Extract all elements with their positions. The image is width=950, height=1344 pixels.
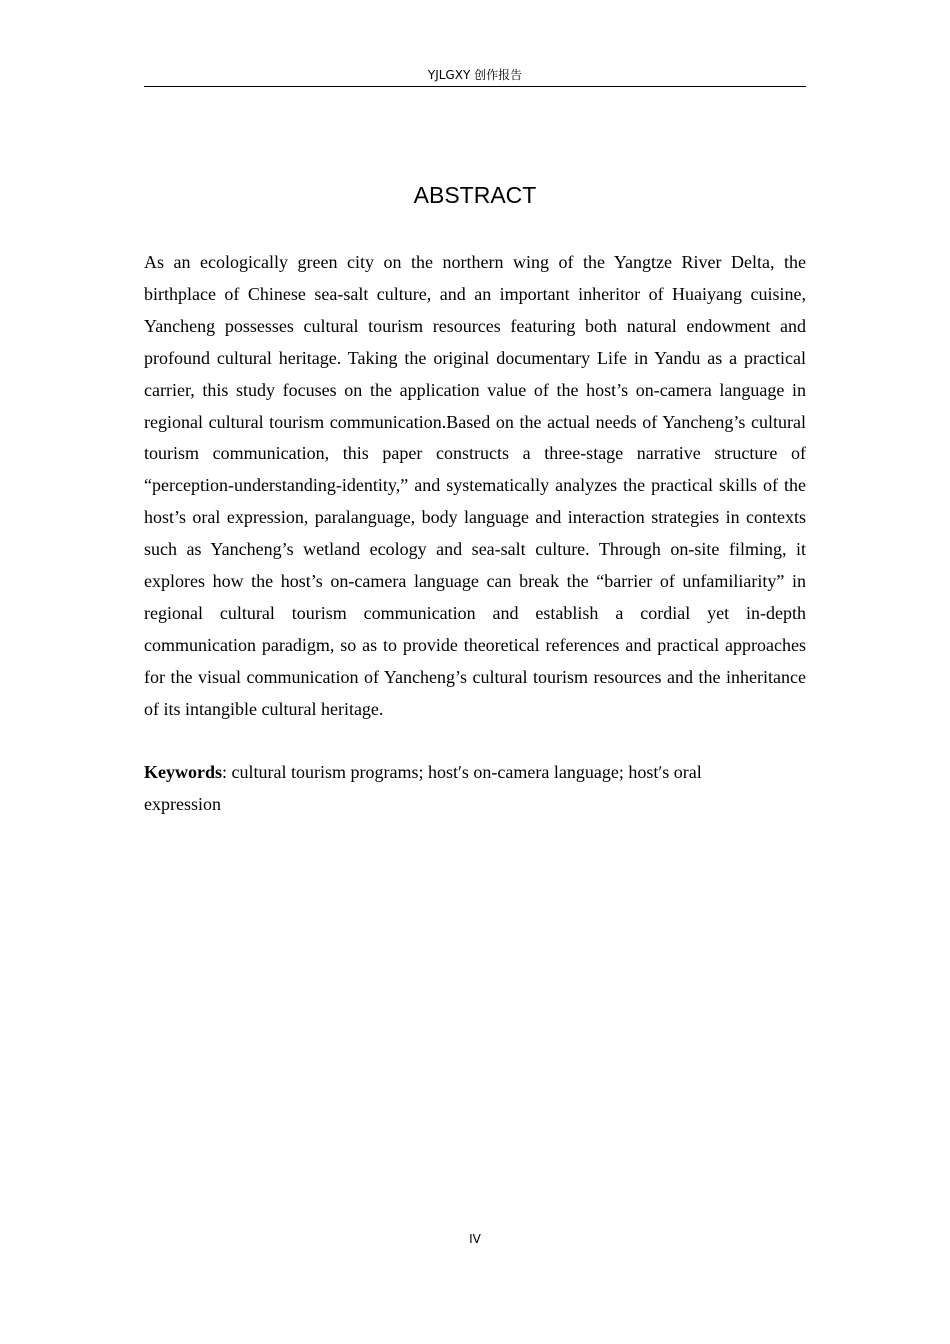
abstract-title: ABSTRACT — [413, 182, 537, 208]
abstract-body: As an ecologically green city on the northern wing of the Yangtze River Delta, the birthplace of Chinese sea-salt culture, and an important inheritor of Huaiyang cuisine, Yancheng possesses cultural tourism resources featuring both natural endowment and profound cultural heritage. Taking the original documentary Life in Yandu as a practical carrier, this study focuses on the application value of the host’s on-camera language in regional cultural tourism communication.Based on the actual needs of Yancheng’s cultural tourism communication, this paper constructs a three-stage narrative structure of “perception-understanding-identity,” and systematically analyzes the practical skills of the host’s oral expression, paralanguage, body language and interaction strategies in contexts such as Yancheng’s wetland ecology and sea-salt culture. Through on-site filming, it explores how the host’s on-camera language can break the “barrier of unfamiliarity” in regional cultural tourism communication and establish a cordial yet in-depth communication paradigm, so as to provide theoretical references and practical approaches for the visual communication of Yancheng’s cultural tourism resources and the inheritance of its intangible cultural heritage. — [144, 252, 806, 719]
header-divider — [144, 86, 806, 87]
keywords-list: : cultural tourism programs; hostʹs on-camera language; hostʹs oral expression — [144, 762, 702, 814]
keywords-label: Keywords — [144, 762, 222, 782]
keywords-line — [144, 757, 764, 821]
page-header: YJLGXY 创作报告 — [427, 68, 523, 82]
page-number: IV — [469, 1232, 481, 1246]
